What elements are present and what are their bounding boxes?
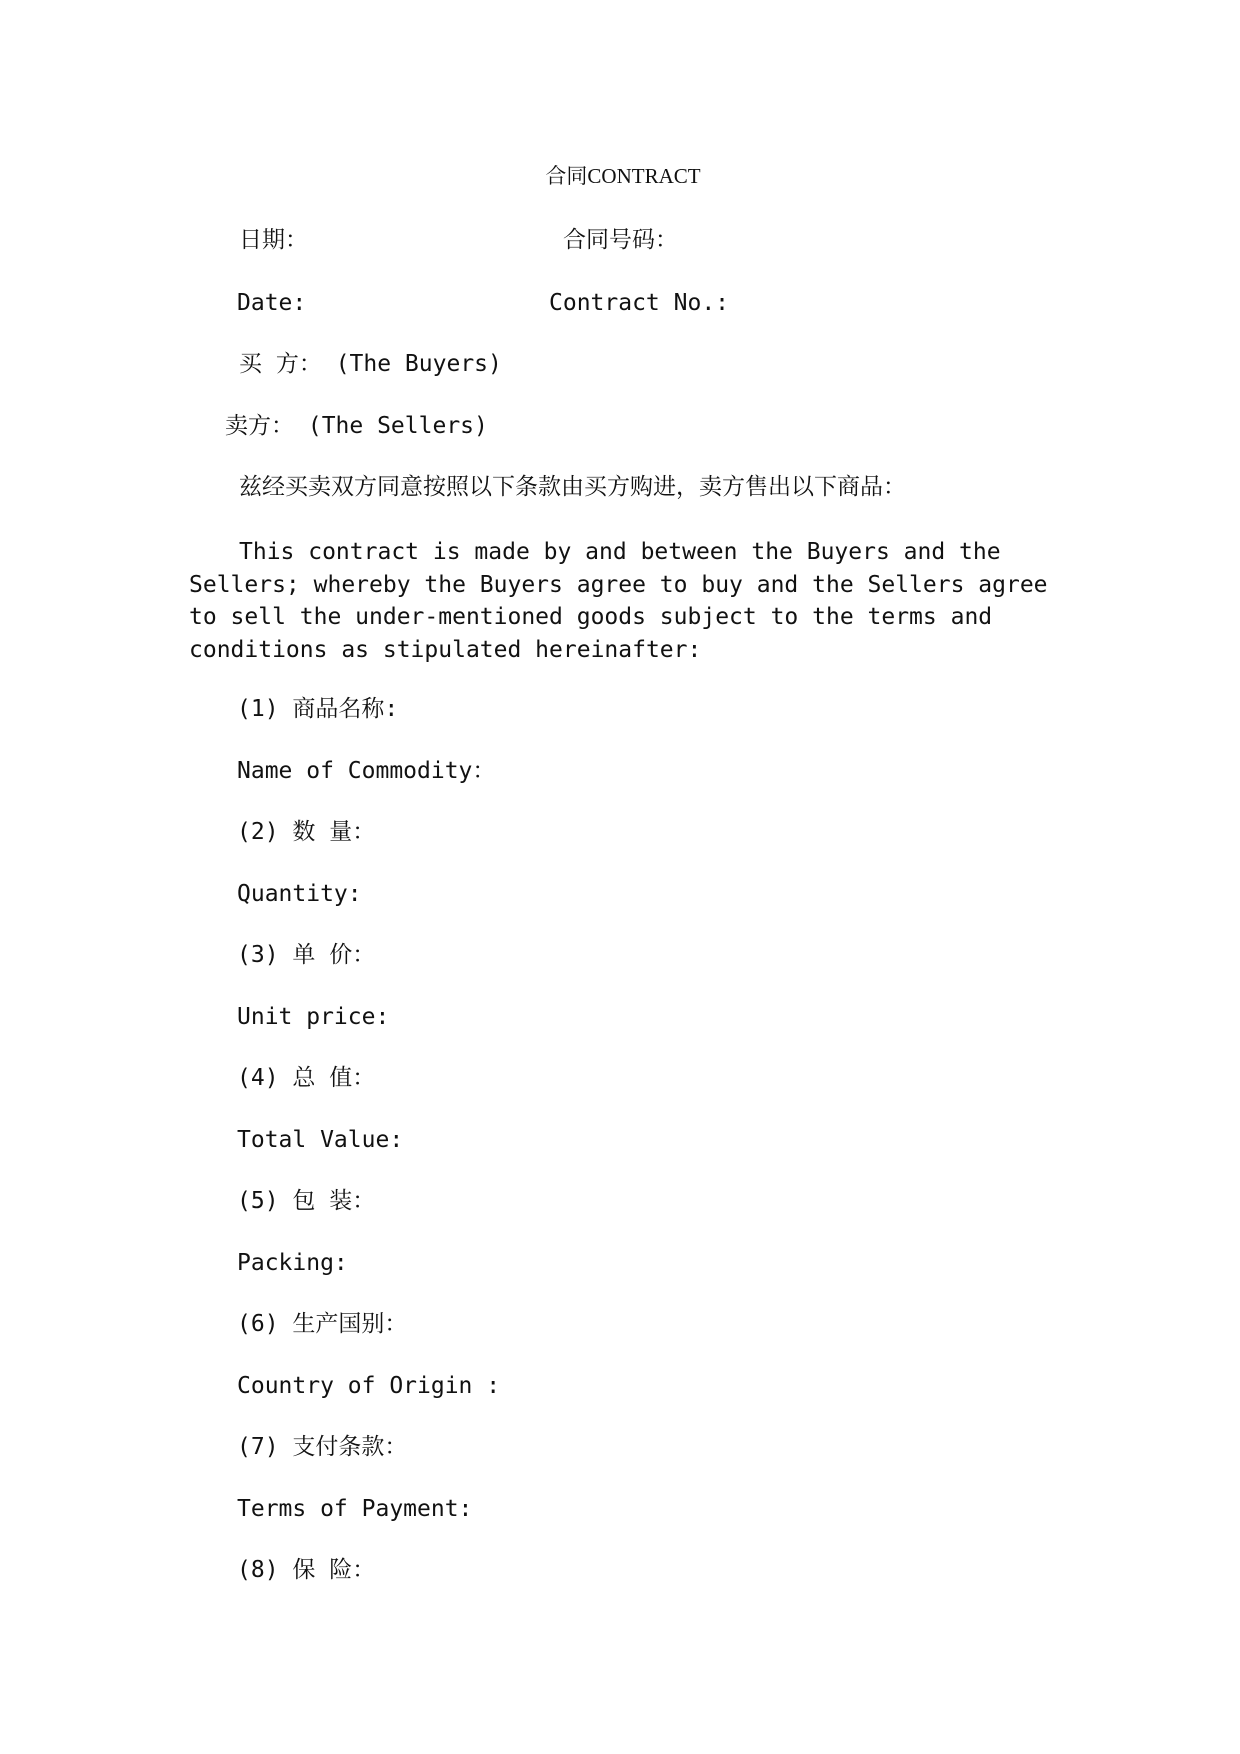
clause-6-cn: (6) 生产国别：	[237, 1311, 408, 1337]
clause-1-cn: (1) 商品名称:	[237, 696, 399, 722]
sellers-line: 卖方： (The Sellers)	[225, 413, 488, 439]
document-title	[0, 162, 1240, 190]
document-title-text: 合同CONTRACT	[545, 164, 701, 188]
clause-4-en: Total Value:	[237, 1127, 404, 1153]
intro-en-paragraph: This contract is made by and between the Buyers and the Sellers; whereby the Buyers agree to buy and the Sellers agree to sell the under-mentioned goods subject to the terms and conditions as stipulated hereinafter:	[189, 539, 1048, 663]
clause-8-cn: (8) 保 险：	[237, 1557, 376, 1583]
contract-no-label-en: Contract No.:	[549, 290, 730, 316]
clause-2-en: Quantity:	[237, 881, 362, 907]
date-label-cn: 日期：	[239, 227, 308, 253]
date-label-en: Date:	[237, 290, 307, 316]
clause-4-cn: (4) 总 值：	[237, 1065, 376, 1091]
clause-3-en: Unit price:	[237, 1004, 390, 1030]
clause-2-cn: (2) 数 量：	[237, 819, 376, 845]
contract-no-label-cn: 合同号码：	[563, 227, 678, 253]
clause-6-en: Country of Origin :	[237, 1373, 501, 1399]
clause-3-cn: (3) 单 价：	[237, 942, 376, 968]
clause-5-cn: (5) 包 装：	[237, 1188, 376, 1214]
clause-7-en: Terms of Payment:	[237, 1496, 473, 1522]
intro-cn: 兹经买卖双方同意按照以下条款由买方购进，卖方售出以下商品：	[239, 474, 906, 500]
clause-1-en: Name of Commodity：	[237, 758, 496, 784]
buyers-line: 买 方： (The Buyers)	[239, 351, 502, 377]
clause-7-cn: (7) 支付条款：	[237, 1434, 408, 1460]
clause-5-en: Packing:	[237, 1250, 348, 1276]
